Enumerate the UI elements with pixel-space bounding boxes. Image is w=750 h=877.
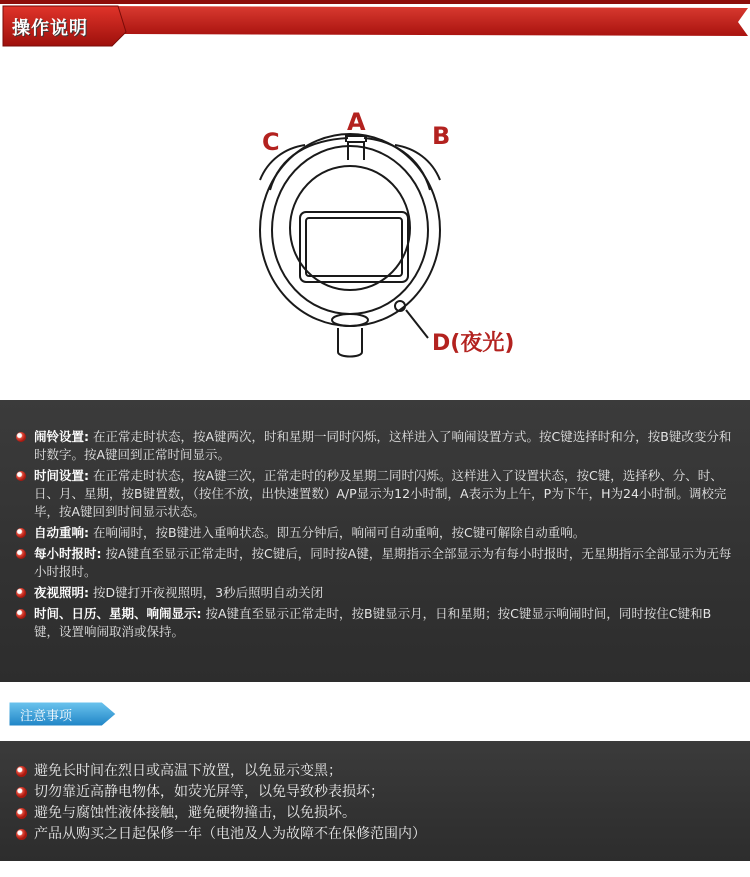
instruction-item — [12, 428, 734, 464]
bullet-icon — [16, 528, 26, 538]
bullet-icon — [16, 829, 27, 840]
bullet-icon — [16, 787, 27, 798]
instruction-text: 按D键打开夜视照明，3秒后照明自动关闭 — [92, 585, 324, 600]
bullet-icon — [16, 808, 27, 819]
note-text: 避免长时间在烈日或高温下放置，以免显示变黑； — [34, 763, 342, 779]
notes-list — [12, 761, 734, 845]
instruction-title: 自动重响: — [34, 525, 89, 540]
instruction-item — [12, 584, 734, 602]
page-title: 操作说明 — [12, 18, 88, 39]
stopwatch-diagram — [200, 100, 560, 370]
instruction-item — [12, 467, 734, 521]
note-text: 避免与腐蚀性液体接触，避免硬物撞击，以免损坏。 — [34, 805, 356, 821]
instruction-text: 在响闹时，按B键进入重响状态。即五分钟后，响闹可自动重响，按C键可解除自动重响。 — [92, 525, 586, 540]
bullet-icon — [16, 766, 27, 777]
instruction-title: 时间设置: — [34, 468, 89, 483]
instruction-text: 在正常走时状态，按A键三次，正常走时的秒及星期二同时闪烁。这样进入了设置状态，按C键，选择秒、分、时、日、月、星期，按B键置数，（按住不放，出快速置数）A/P显示为12小时制，A表示为上午，P为下午，H为24小时制。调校完毕，按A键回到时间显示状态。 — [34, 468, 727, 519]
note-item — [12, 824, 734, 845]
instructions-panel — [0, 400, 750, 682]
notes-header — [8, 701, 118, 727]
note-item — [12, 761, 734, 782]
bullet-icon — [16, 549, 26, 559]
bullet-icon — [16, 588, 26, 598]
instruction-text: 在正常走时状态，按A键两次，时和星期一同时闪烁，这样进入了响闹设置方式。按C键选择时和分，按B键改变分和时数字。按A键回到正常时间显示。 — [34, 429, 732, 462]
button-d-label: D(夜光) — [432, 331, 515, 356]
bullet-icon — [16, 471, 26, 481]
instruction-text: 按A键直至显示正常走时，按C键后，同时按A键，星期指示全部显示为有每小时报时，无星期指示全部显示为无每小时报时。 — [34, 546, 732, 579]
section-banner — [0, 0, 750, 48]
instruction-title: 闹铃设置: — [34, 429, 89, 444]
instruction-item — [12, 545, 734, 581]
instruction-title: 每小时报时: — [34, 546, 102, 561]
note-text: 产品从购买之日起保修一年（电池及人为故障不在保修范围内） — [34, 826, 426, 842]
button-c-label: C — [262, 128, 280, 156]
bullet-icon — [16, 432, 26, 442]
instruction-title: 夜视照明: — [34, 585, 89, 600]
note-item — [12, 803, 734, 824]
instruction-item — [12, 605, 734, 641]
note-text: 切勿靠近高静电物体，如荧光屏等，以免导致秒表损坏； — [34, 784, 384, 800]
button-b-label: B — [432, 122, 451, 150]
note-item — [12, 782, 734, 803]
banner-ribbon — [0, 0, 750, 48]
instructions-list — [12, 428, 734, 644]
instruction-title: 时间、日历、星期、响闹显示: — [34, 606, 202, 621]
instruction-item — [12, 524, 734, 542]
notes-title: 注意事项 — [20, 709, 73, 724]
bullet-icon — [16, 609, 26, 619]
button-a-label: A — [347, 108, 366, 136]
notes-panel — [0, 741, 750, 861]
instruction-text: 按A键直至显示正常走时，按B键显示月，日和星期；按C键显示响闹时间，同时按住C键和B键，设置响闹取消或保持。 — [34, 606, 712, 639]
